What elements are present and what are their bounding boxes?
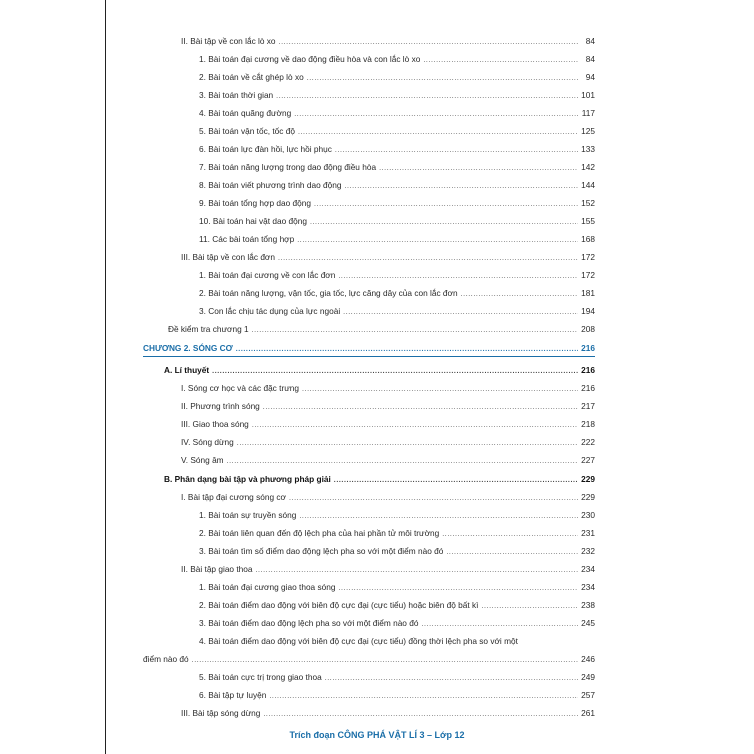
toc-leader-dots <box>481 601 578 613</box>
toc-entry-label: CHƯƠNG 2. SÓNG CƠ <box>143 343 233 353</box>
toc-leader-dots <box>338 271 578 283</box>
toc-entry-page: 229 <box>581 474 595 484</box>
toc-entry-page: 101 <box>581 90 595 100</box>
toc-leader-dots <box>344 181 578 193</box>
toc-entry[interactable] <box>181 454 595 468</box>
toc-entry-label: 3. Bài toán thời gian <box>199 90 274 100</box>
toc-entry-label: 6. Bài tập tự luyện <box>199 690 267 700</box>
toc-leader-dots <box>236 344 578 356</box>
toc-entry[interactable] <box>181 251 595 265</box>
toc-entry[interactable] <box>199 161 595 175</box>
toc-entry-page: 234 <box>581 582 595 592</box>
toc-leader-dots <box>423 55 578 67</box>
toc-leader-dots <box>307 73 578 85</box>
toc-entry-page: 216 <box>581 365 595 375</box>
toc-entry-label: Đề kiểm tra chương 1 <box>168 324 249 334</box>
toc-entry[interactable] <box>181 563 595 577</box>
toc-entry-page: 152 <box>581 198 595 208</box>
toc-entry[interactable] <box>199 233 595 247</box>
toc-entry-label: 8. Bài toán viết phương trình dao động <box>199 180 342 190</box>
toc-entry-label: 1. Bài toán đại cương về con lắc đơn <box>199 270 336 280</box>
toc-section-heading[interactable] <box>164 364 595 378</box>
toc-entry-label: IV. Sóng dừng <box>181 437 234 447</box>
toc-entry-page: 257 <box>581 690 595 700</box>
toc-leader-dots <box>302 384 578 396</box>
toc-leader-dots <box>442 529 578 541</box>
toc-leader-dots <box>252 325 578 337</box>
toc-entry-page: 84 <box>585 54 595 64</box>
toc-leader-dots <box>289 493 578 505</box>
toc-entry[interactable] <box>199 509 595 523</box>
toc-entry[interactable] <box>199 125 595 139</box>
toc-leader-dots <box>421 619 578 631</box>
toc-entry-label: A. Lí thuyết <box>164 365 210 375</box>
toc-entry-label: III. Giao thoa sóng <box>181 419 249 429</box>
toc-entry-page: 168 <box>581 234 595 244</box>
toc-leader-dots <box>325 673 578 685</box>
toc-leader-dots <box>276 91 578 103</box>
toc-leader-dots <box>278 253 578 265</box>
toc-entry-label: 11. Các bài toán tổng hợp <box>199 234 295 244</box>
toc-entry-page: 245 <box>581 618 595 628</box>
toc-entry-label: 9. Bài toán tổng hợp dao động <box>199 198 312 208</box>
toc-entry-page: 172 <box>581 270 595 280</box>
toc-entry-label: 1. Bài toán đại cương về dao động điều hòa và con lắc lò xo <box>199 54 421 64</box>
toc-entry-label: 7. Bài toán năng lượng trong dao động điều hòa <box>199 162 377 172</box>
toc-entry-label: III. Bài tập về con lắc đơn <box>181 252 275 262</box>
toc-leader-dots <box>256 565 579 577</box>
toc-leader-dots <box>227 456 578 468</box>
toc-leader-dots <box>335 145 578 157</box>
toc-entry-label: 5. Bài toán cực trị trong giao thoa <box>199 672 322 682</box>
toc-entry-page: 261 <box>581 708 595 718</box>
toc-entry-page: 249 <box>581 672 595 682</box>
toc-entry[interactable] <box>199 197 595 211</box>
toc-entry-page: 216 <box>581 383 595 393</box>
toc-entry[interactable] <box>199 689 595 703</box>
toc-entry[interactable] <box>181 707 595 721</box>
toc-entry-label: II. Phương trình sóng <box>181 401 260 411</box>
toc-entry-label: 3. Bài toán điểm dao động lệch pha so với một điểm nào đó <box>199 618 419 628</box>
toc-leader-dots <box>298 127 578 139</box>
toc-entry-label: 2. Bài toán năng lượng, vận tốc, gia tốc, lực căng dây của con lắc đơn <box>199 288 458 298</box>
toc-entry[interactable] <box>181 436 595 450</box>
toc-entry[interactable] <box>199 527 595 541</box>
toc-leader-dots <box>310 217 578 229</box>
toc-entry[interactable] <box>199 179 595 193</box>
toc-entry[interactable] <box>199 617 595 631</box>
toc-entry[interactable] <box>199 269 595 283</box>
toc-entry[interactable] <box>199 215 595 229</box>
toc-entry-page: 155 <box>581 216 595 226</box>
toc-section-heading[interactable] <box>164 473 595 487</box>
toc-entry[interactable] <box>181 382 595 396</box>
toc-entry-label: 4. Bài toán quãng đường <box>199 108 292 118</box>
toc-leader-dots <box>269 691 578 703</box>
toc-entry-page: 229 <box>581 492 595 502</box>
toc-entry-label: V. Sóng âm <box>181 455 224 465</box>
toc-entry-label: 3. Con lắc chịu tác dụng của lực ngoài <box>199 306 341 316</box>
toc-entry[interactable] <box>199 545 595 559</box>
toc-entry-page: 208 <box>581 324 595 334</box>
toc-entry[interactable] <box>199 89 595 103</box>
toc-entry[interactable] <box>181 418 595 432</box>
toc-entry[interactable] <box>181 400 595 414</box>
toc-entry[interactable] <box>181 35 595 49</box>
toc-entry-page: 230 <box>581 510 595 520</box>
toc-entry-label: 2. Bài toán liên quan đến độ lệch pha của hai phần tử môi trường <box>199 528 440 538</box>
toc-entry[interactable] <box>199 671 595 685</box>
chapter-divider <box>143 356 595 357</box>
toc-leader-dots <box>334 475 578 487</box>
toc-entry-label: B. Phân dạng bài tập và phương pháp giải <box>164 474 331 484</box>
toc-leader-dots <box>212 366 578 378</box>
toc-entry[interactable] <box>199 581 595 595</box>
toc-entry[interactable] <box>199 305 595 319</box>
toc-entry-page: 218 <box>581 419 595 429</box>
toc-entry-page: 227 <box>581 455 595 465</box>
toc-entry-label: 3. Bài toán tìm số điểm dao động lệch pha so với một điểm nào đó <box>199 546 444 556</box>
toc-entry-page: 234 <box>581 564 595 574</box>
toc-entry-label: II. Bài tập giao thoa <box>181 564 253 574</box>
toc-entry-label: 10. Bài toán hai vật dao động <box>199 216 307 226</box>
toc-entry-page: 94 <box>585 72 595 82</box>
toc-entry-label: 5. Bài toán vận tốc, tốc độ <box>199 126 295 136</box>
toc-entry[interactable] <box>143 653 595 667</box>
toc-entry-page: 238 <box>581 600 595 610</box>
toc-leader-dots <box>338 583 578 595</box>
toc-leader-dots <box>294 109 578 121</box>
toc-entry-page: 181 <box>581 288 595 298</box>
toc-entry-label: I. Bài tập đại cương sóng cơ <box>181 492 286 502</box>
toc-entry-page: 231 <box>581 528 595 538</box>
toc-entry-page: 246 <box>581 654 595 664</box>
toc-leader-dots <box>263 709 578 721</box>
toc-entry[interactable] <box>199 287 595 301</box>
toc-entry-page: 84 <box>585 36 595 46</box>
toc-entry[interactable] <box>199 53 595 67</box>
toc-leader-dots <box>461 289 578 301</box>
toc-entry-page: 117 <box>581 108 595 118</box>
toc-entry-label: 1. Bài toán sự truyền sóng <box>199 510 297 520</box>
toc-entry[interactable] <box>199 143 595 157</box>
toc-leader-dots <box>299 511 578 523</box>
toc-leader-dots <box>314 199 578 211</box>
toc-entry-label: II. Bài tập về con lắc lò xo <box>181 36 276 46</box>
toc-entry-label: III. Bài tập sóng dừng <box>181 708 261 718</box>
toc-entry-page: 125 <box>581 126 595 136</box>
toc-entry[interactable] <box>181 491 595 505</box>
toc-entry-label: 1. Bài toán đại cương giao thoa sóng <box>199 582 336 592</box>
toc-leader-dots <box>379 163 578 175</box>
toc-chapter-heading[interactable] <box>143 342 595 356</box>
toc-leader-dots <box>343 307 578 319</box>
toc-entry-page: 222 <box>581 437 595 447</box>
toc-leader-dots <box>192 655 578 667</box>
toc-leader-dots <box>297 235 578 247</box>
toc-entry-label: điểm nào đó <box>143 654 189 664</box>
toc-entry[interactable] <box>199 599 595 613</box>
toc-leader-dots <box>237 438 578 450</box>
toc-entry-page: 144 <box>581 180 595 190</box>
toc-leader-dots <box>263 402 578 414</box>
toc-entry-page: 217 <box>581 401 595 411</box>
toc-entry-page: 142 <box>581 162 595 172</box>
page-footer: Trích đoạn CÔNG PHÁ VẬT LÍ 3 – Lớp 12 <box>289 730 465 740</box>
toc-entry-page: 216 <box>581 343 595 353</box>
toc-leader-dots <box>446 547 578 559</box>
toc-entry[interactable] <box>168 323 595 337</box>
toc-entry[interactable] <box>199 107 595 121</box>
toc-entry-page: 232 <box>581 546 595 556</box>
toc-entry-page: 194 <box>581 306 595 316</box>
toc-leader-dots <box>252 420 578 432</box>
toc-entry[interactable] <box>199 71 595 85</box>
toc-entry-label: I. Sóng cơ học và các đặc trưng <box>181 383 299 393</box>
toc-entry-wrapped-line[interactable]: 4. Bài toán điểm dao động với biên độ cực đại (cực tiểu) đồng thời lệch pha so với một <box>199 636 518 646</box>
toc-entry-label: 2. Bài toán về cắt ghép lò xo <box>199 72 304 82</box>
toc-entry-label: 6. Bài toán lực đàn hồi, lực hồi phục <box>199 144 332 154</box>
toc-entry-page: 172 <box>581 252 595 262</box>
toc-entry-page: 133 <box>581 144 595 154</box>
toc-leader-dots <box>279 37 578 49</box>
toc-entry-label: 2. Bài toán điểm dao động với biên độ cực đại (cực tiểu) hoặc biên độ bất kì <box>199 600 479 610</box>
